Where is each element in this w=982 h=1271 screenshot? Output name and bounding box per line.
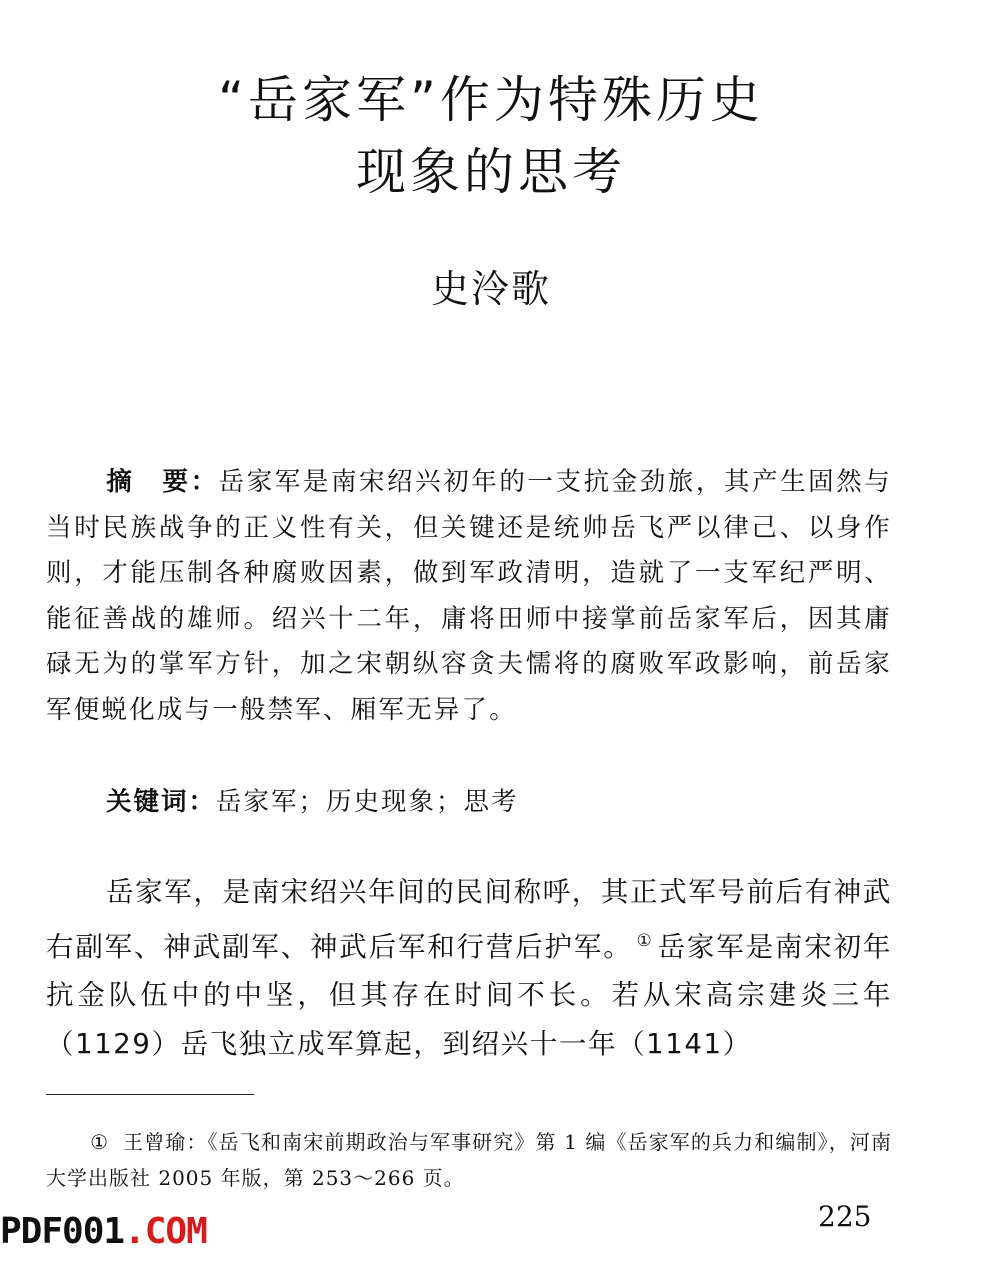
- article-title-line-1: “岳家军”作为特殊历史: [218, 71, 764, 129]
- body-paragraph: [46, 868, 892, 1068]
- article-title-line-2: 现象的思考: [356, 143, 626, 201]
- footnote: [46, 1124, 892, 1196]
- footnote-reference[interactable]: ①: [636, 930, 654, 951]
- abstract-paragraph: [46, 460, 892, 733]
- keywords-text: 岳家军；历史现象；思考: [216, 787, 519, 817]
- page-number: 225: [818, 1200, 872, 1233]
- author-name: 史泠歌: [430, 267, 551, 311]
- body-text-part-2: 岳家军是南宋初年抗金队伍中的中坚，但其存在时间不长。若从宋高宗建炎三年（1129）岳飞独立成军算起，到绍兴十一年（1141）: [46, 930, 892, 1060]
- abstract-text: 岳家军是南宋绍兴初年的一支抗金劲旅，其产生固然与当时民族战争的正义性有关，但关键还是统帅岳飞严以律己、以身作则，才能压制各种腐败因素，做到军政清明，造就了一支军纪严明、能征善战的雄师。绍兴十二年，庸将田师中接掌前岳家军后，因其庸碌无为的掌军方针，加之宋朝纵容贪夫懦将的腐败军政影响，前岳家军便蜕化成与一般禁军、厢军无异了。: [46, 467, 892, 725]
- keywords-label: 关键词：: [106, 787, 217, 817]
- keywords-line: [106, 780, 519, 826]
- watermark-logo: [0, 1210, 207, 1254]
- footnote-marker: ①: [90, 1130, 110, 1154]
- footnote-divider: [46, 1094, 254, 1095]
- watermark-text-primary: PDF001: [0, 1211, 125, 1252]
- abstract-label: 摘 要：: [106, 467, 219, 497]
- footnote-text: 王曾瑜：《岳飞和南宋前期政治与军事研究》第 1 编《岳家军的兵力和编制》，河南大学出版社 2005 年版，第 253～266 页。: [46, 1130, 892, 1190]
- body-text-part-1: 岳家军，是南宋绍兴年间的民间称呼，其正式军号前后有神武右副军、神武副军、神武后军和行营后护军。: [46, 876, 892, 963]
- watermark-text-accent: .COM: [124, 1211, 207, 1252]
